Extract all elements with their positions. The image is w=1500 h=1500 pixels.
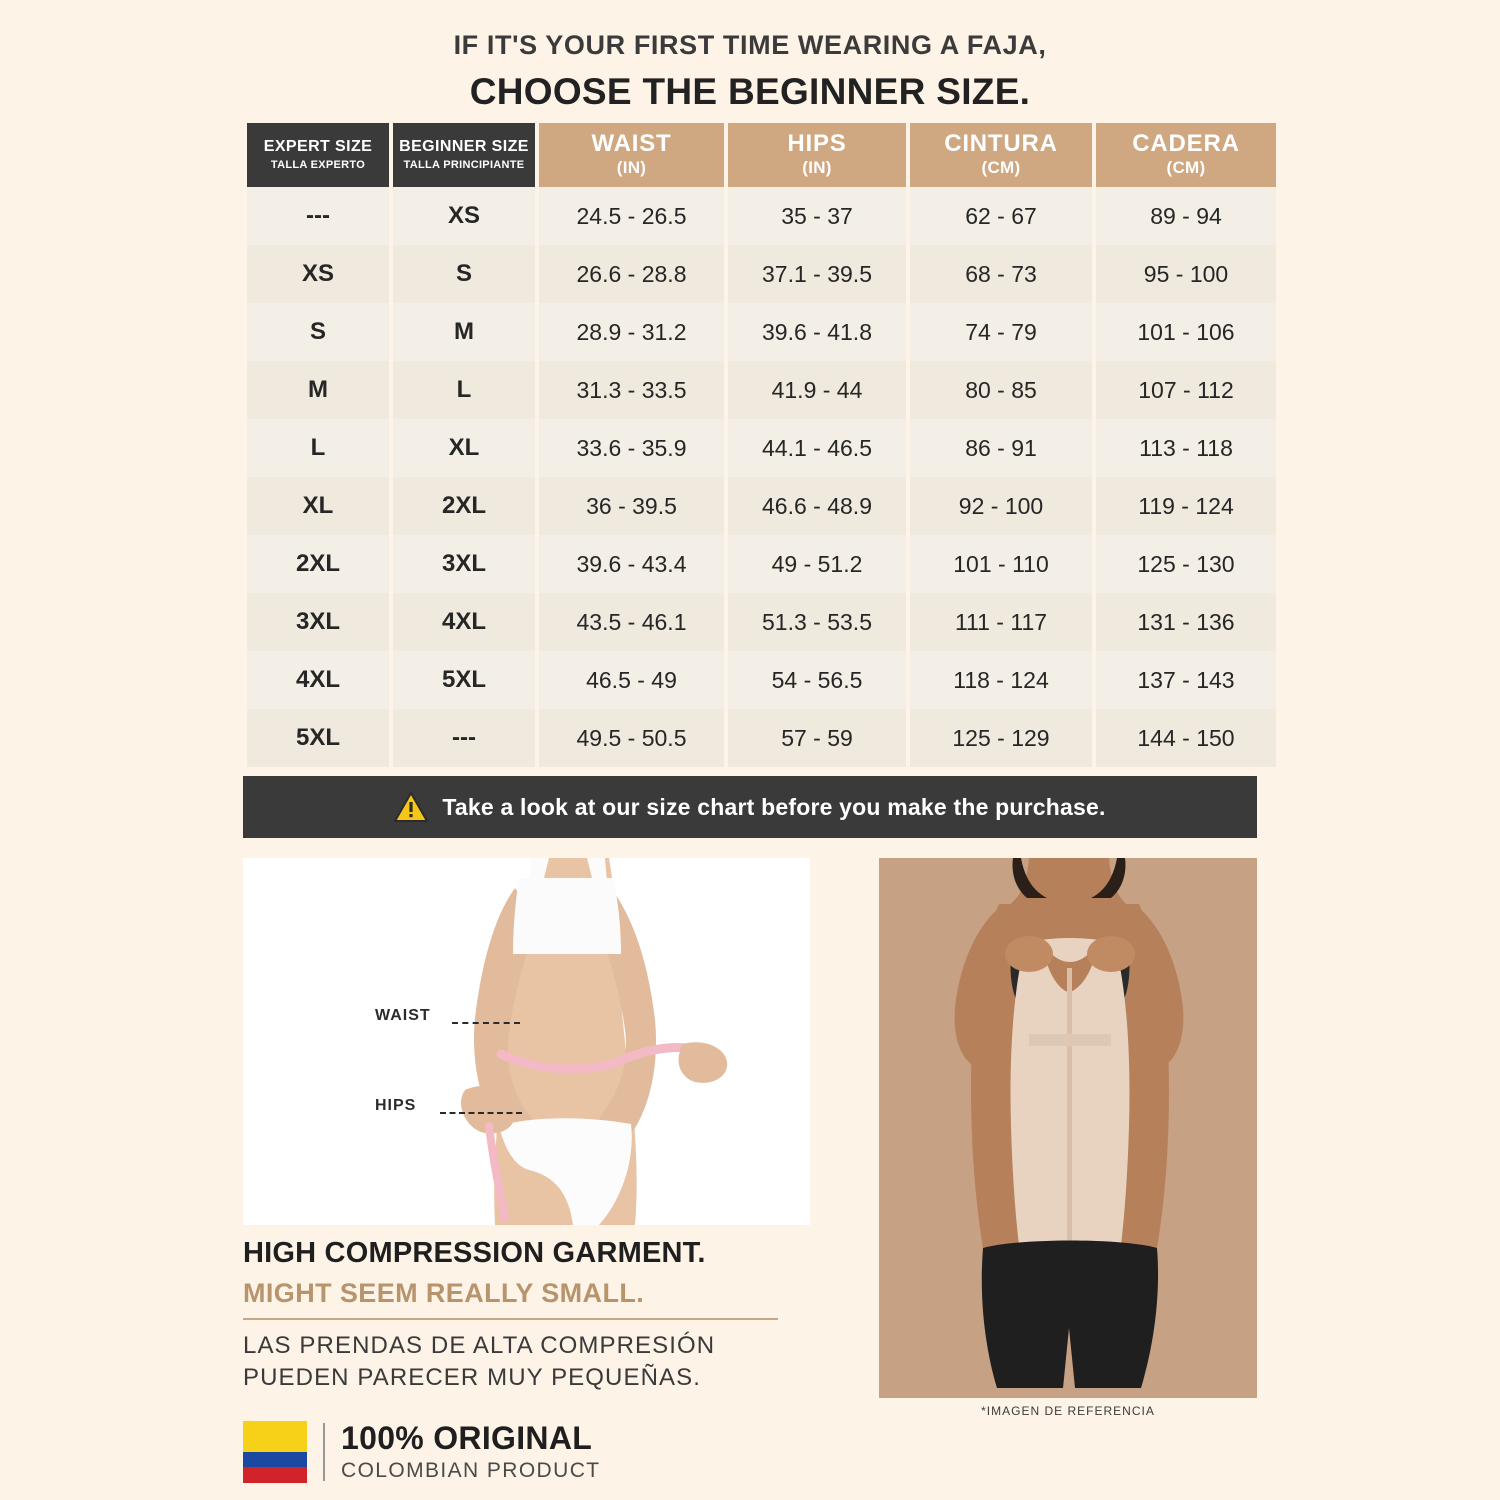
column-header-cintura-cm xyxy=(910,123,1092,187)
warning-triangle-icon xyxy=(394,792,428,823)
cell-hips-in: 54 - 56.5 xyxy=(728,651,906,709)
column-header-beginner-size xyxy=(393,123,535,187)
cell-cadera-cm: 89 - 94 xyxy=(1096,187,1276,245)
table-row xyxy=(247,535,1276,593)
cell-cadera-cm: 144 - 150 xyxy=(1096,709,1276,767)
table-row xyxy=(247,187,1276,245)
column-header-main: EXPERT SIZE xyxy=(263,138,373,156)
column-header-main: CINTURA xyxy=(944,129,1058,157)
cell-waist-in: 39.6 - 43.4 xyxy=(539,535,724,593)
cell-beginner-size: 5XL xyxy=(393,651,535,709)
cell-waist-in: 33.6 - 35.9 xyxy=(539,419,724,477)
reference-image-note: *IMAGEN DE REFERENCIA xyxy=(981,1404,1155,1418)
column-header-sub: TALLA EXPERTO xyxy=(270,158,366,171)
page-header xyxy=(0,0,1500,113)
column-header-main: BEGINNER SIZE xyxy=(399,138,529,156)
table-header-row xyxy=(247,123,1276,187)
cell-waist-in: 26.6 - 28.8 xyxy=(539,245,724,303)
column-header-sub: (CM) xyxy=(1166,158,1206,178)
size-table-container xyxy=(243,123,1257,767)
product-photo xyxy=(879,858,1257,1398)
cell-cadera-cm: 107 - 112 xyxy=(1096,361,1276,419)
cell-beginner-size: --- xyxy=(393,709,535,767)
cell-cintura-cm: 62 - 67 xyxy=(910,187,1092,245)
warning-banner xyxy=(243,776,1257,838)
cell-expert-size: 3XL xyxy=(247,593,389,651)
cell-beginner-size: XS xyxy=(393,187,535,245)
cell-beginner-size: XL xyxy=(393,419,535,477)
cell-cintura-cm: 118 - 124 xyxy=(910,651,1092,709)
cell-hips-in: 49 - 51.2 xyxy=(728,535,906,593)
column-header-waist-in xyxy=(539,123,724,187)
cell-cadera-cm: 95 - 100 xyxy=(1096,245,1276,303)
column-header-main: WAIST xyxy=(591,129,672,157)
product-illustration xyxy=(879,858,1257,1398)
cell-beginner-size: L xyxy=(393,361,535,419)
measurement-illustration xyxy=(243,858,810,1225)
cell-waist-in: 36 - 39.5 xyxy=(539,477,724,535)
cell-expert-size: 4XL xyxy=(247,651,389,709)
bottom-headline-es-line2: PUEDEN PARECER MUY PEQUEÑAS. xyxy=(243,1364,702,1392)
cell-waist-in: 24.5 - 26.5 xyxy=(539,187,724,245)
table-row xyxy=(247,245,1276,303)
cell-cintura-cm: 125 - 129 xyxy=(910,709,1092,767)
page-title: CHOOSE THE BEGINNER SIZE. xyxy=(469,71,1031,112)
column-header-main: HIPS xyxy=(787,129,847,157)
cell-cadera-cm: 131 - 136 xyxy=(1096,593,1276,651)
column-header-main: CADERA xyxy=(1132,129,1240,157)
column-header-sub: (CM) xyxy=(981,158,1021,178)
cell-hips-in: 35 - 37 xyxy=(728,187,906,245)
table-row xyxy=(247,361,1276,419)
cell-hips-in: 37.1 - 39.5 xyxy=(728,245,906,303)
cell-waist-in: 46.5 - 49 xyxy=(539,651,724,709)
warning-text: Take a look at our size chart before you make the purchase. xyxy=(442,793,1106,820)
measurement-photo xyxy=(243,858,810,1225)
cell-hips-in: 57 - 59 xyxy=(728,709,906,767)
column-header-cadera-cm xyxy=(1096,123,1276,187)
cell-hips-in: 44.1 - 46.5 xyxy=(728,419,906,477)
waist-label: WAIST xyxy=(375,1007,431,1024)
cell-expert-size: 5XL xyxy=(247,709,389,767)
cell-expert-size: M xyxy=(247,361,389,419)
origin-badge xyxy=(243,1420,601,1483)
cell-cintura-cm: 80 - 85 xyxy=(910,361,1092,419)
table-row xyxy=(247,477,1276,535)
waist-pointer-line xyxy=(452,1022,520,1024)
cell-cadera-cm: 119 - 124 xyxy=(1096,477,1276,535)
cell-expert-size: L xyxy=(247,419,389,477)
cell-waist-in: 49.5 - 50.5 xyxy=(539,709,724,767)
cell-expert-size: --- xyxy=(247,187,389,245)
bottom-headline-es-line1: LAS PRENDAS DE ALTA COMPRESIÓN xyxy=(243,1332,716,1359)
hips-pointer-line xyxy=(440,1112,522,1114)
size-table-body xyxy=(247,187,1276,767)
cell-beginner-size: 2XL xyxy=(393,477,535,535)
column-header-sub: TALLA PRINCIPIANTE xyxy=(403,158,525,171)
cell-cintura-cm: 86 - 91 xyxy=(910,419,1092,477)
cell-cadera-cm: 125 - 130 xyxy=(1096,535,1276,593)
column-header-expert-size xyxy=(247,123,389,187)
flag-stripe-yellow xyxy=(243,1421,307,1452)
cell-expert-size: S xyxy=(247,303,389,361)
cell-cintura-cm: 111 - 117 xyxy=(910,593,1092,651)
cell-hips-in: 46.6 - 48.9 xyxy=(728,477,906,535)
divider xyxy=(243,1318,778,1320)
bottom-headline-en: HIGH COMPRESSION GARMENT. xyxy=(243,1237,706,1269)
cell-beginner-size: M xyxy=(393,303,535,361)
cell-cintura-cm: 68 - 73 xyxy=(910,245,1092,303)
column-header-sub: (IN) xyxy=(616,158,647,178)
cell-waist-in: 28.9 - 31.2 xyxy=(539,303,724,361)
cell-waist-in: 43.5 - 46.1 xyxy=(539,593,724,651)
cell-hips-in: 39.6 - 41.8 xyxy=(728,303,906,361)
cell-hips-in: 51.3 - 53.5 xyxy=(728,593,906,651)
bottom-subheadline-en: MIGHT SEEM REALLY SMALL. xyxy=(243,1278,645,1308)
colombia-flag-icon xyxy=(243,1421,307,1483)
hips-label: HIPS xyxy=(375,1097,417,1114)
cell-expert-size: 2XL xyxy=(247,535,389,593)
origin-badge-text xyxy=(341,1420,601,1483)
header-line-1: IF IT'S YOUR FIRST TIME WEARING A FAJA, xyxy=(453,30,1047,60)
column-header-hips-in xyxy=(728,123,906,187)
cell-cintura-cm: 74 - 79 xyxy=(910,303,1092,361)
cell-beginner-size: 4XL xyxy=(393,593,535,651)
cell-cadera-cm: 101 - 106 xyxy=(1096,303,1276,361)
cell-expert-size: XS xyxy=(247,245,389,303)
table-row xyxy=(247,303,1276,361)
flag-stripe-red xyxy=(243,1467,307,1483)
cell-waist-in: 31.3 - 33.5 xyxy=(539,361,724,419)
table-row xyxy=(247,419,1276,477)
flag-stripe-blue xyxy=(243,1452,307,1468)
table-row xyxy=(247,709,1276,767)
origin-title: 100% ORIGINAL xyxy=(341,1420,593,1456)
cell-cintura-cm: 101 - 110 xyxy=(910,535,1092,593)
cell-cintura-cm: 92 - 100 xyxy=(910,477,1092,535)
cell-hips-in: 41.9 - 44 xyxy=(728,361,906,419)
divider xyxy=(323,1423,325,1481)
origin-subtitle: COLOMBIAN PRODUCT xyxy=(341,1459,601,1482)
cell-cadera-cm: 137 - 143 xyxy=(1096,651,1276,709)
cell-expert-size: XL xyxy=(247,477,389,535)
cell-beginner-size: S xyxy=(393,245,535,303)
cell-cadera-cm: 113 - 118 xyxy=(1096,419,1276,477)
table-row xyxy=(247,593,1276,651)
bottom-text-block xyxy=(243,1237,813,1395)
cell-beginner-size: 3XL xyxy=(393,535,535,593)
size-table xyxy=(243,123,1280,767)
table-row xyxy=(247,651,1276,709)
column-header-sub: (IN) xyxy=(802,158,832,178)
